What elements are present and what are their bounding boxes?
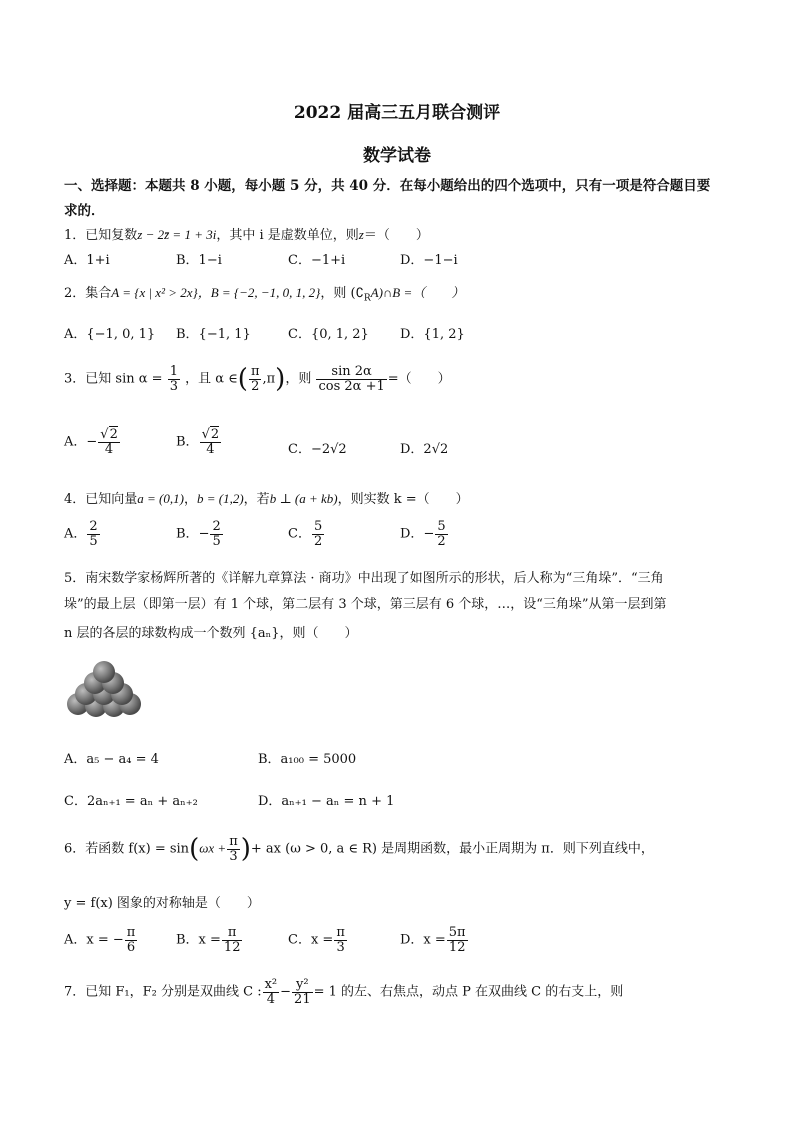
q1-expr: z − 2z̄ = 1 + 3i [137, 227, 217, 242]
q4-vector-a: a = (0,1) [137, 491, 184, 506]
q3-end: =（ ） [387, 371, 451, 387]
page-title: 2022 届高三五月联合测评 [293, 103, 501, 123]
q5-option-b: B．a₁₀₀ = 5000 [258, 752, 357, 767]
q3-option-a: A．− $\frac{√2}{4}$ [64, 427, 118, 457]
q3-option-d: D．2√2 [400, 442, 449, 457]
q2-end: A)∩B =（ ） [370, 285, 465, 300]
q2-tail: ，则 (∁ [320, 286, 364, 301]
question-3: 3．已知 sin α = $\frac{1}{3}$ ，且 α ∈( $\frac{\pi}{2}$ ,π)，则 $\frac{\sin 2\alpha}{\cos 2\alpha +1}$ =（ ） [64, 363, 451, 394]
q2-set-a: A = {x | x² > 2x} [111, 285, 198, 300]
q5-line-2: 垛”的最上层（即第一层）有 1 个球，第二层有 3 个球，第三层有 6 个球，…，设“三角垛”从第一层到第 [64, 597, 667, 612]
question-6: 6．若函数 f(x) = sin(ωx + $\frac{\pi}{3}$ )+ ax (ω > 0, a ∈ R) 是周期函数，最小正周期为 π．则下列直线中， [64, 833, 654, 864]
q5-option-a: A．a₅ − a₄ = 4 [64, 752, 159, 767]
q5-option-c: C．2aₙ₊₁ = aₙ + aₙ₊₂ [64, 794, 198, 809]
q1-mid: ，其中 i 是虚数单位，则 [216, 228, 359, 243]
question-2 [64, 282, 464, 304]
section-heading-line1: 一、选择题：本题共 8 小题，每小题 5 分，共 40 分．在每小题给出的四个选项中，只有一项是符合题目要 [64, 178, 711, 194]
q4-option-d: D．− $\frac{5}{2}$ [400, 519, 446, 549]
q3-option-c: C．−2√2 [288, 442, 347, 457]
q2-option-c: C．{0, 1, 2} [288, 327, 369, 342]
q2-set-b: ，B = {−2, −1, 0, 1, 2} [197, 285, 321, 300]
question-7: 7．已知 F₁，F₂ 分别是双曲线 C : $\frac{\text{x²}}{4}$ − $\frac{\text{y²}}{21}$ = 1 的左、右焦点，动点 P 在双曲线 C 的右支上，则 [64, 977, 624, 1007]
q6-option-d: D．x = $\frac{5\pi}{12}$ [400, 925, 466, 955]
q3-prefix: 3．已知 sin α = [64, 371, 163, 387]
q1-end: ＝（ ） [363, 228, 429, 243]
question-1 [64, 224, 429, 243]
q4-option-a: A． $\frac{2}{5}$ [64, 519, 98, 549]
q6-line-2: y = f(x) 图象的对称轴是（ ） [64, 896, 260, 911]
section-heading-line2: 求的． [64, 203, 105, 219]
q5-line-1: 5．南宋数学家杨辉所著的《详解九章算法 · 商功》中出现了如图所示的形状，后人称为“三角垛”．“三角 [64, 571, 664, 586]
q6-option-c: C．x = $\frac{\pi}{3}$ [288, 925, 345, 955]
q1-option-c: C．−1+i [288, 253, 346, 268]
q2-option-d: D．{1, 2} [400, 327, 465, 342]
q2-option-b: B．{−1, 1} [176, 327, 251, 342]
q1-prefix: 1．已知复数 [64, 228, 138, 243]
q4-option-c: C． $\frac{5}{2}$ [288, 519, 323, 549]
q6-option-b: B．x = $\frac{\pi}{12}$ [176, 925, 241, 955]
q4-vector-b: b = (1,2) [196, 491, 244, 506]
q3-pi-half: $\frac{\pi}{2}$ [250, 363, 260, 394]
q5-line-3: n 层的各层的球数构成一个数列 {aₙ}，则（ ） [64, 626, 358, 641]
q1-option-d: D．−1−i [400, 253, 458, 268]
q1-var: z [358, 227, 364, 242]
q1-option-a: A．1+i [64, 253, 110, 268]
q5-option-d: D．aₙ₊₁ − aₙ = n + 1 [258, 794, 395, 809]
page-subtitle: 数学试卷 [363, 146, 431, 166]
q2-prefix: 2．集合 [64, 286, 112, 301]
q3-ratio: $\frac{\sin 2\alpha}{\cos 2\alpha +1}$ [318, 363, 385, 394]
q3-fraction: $\frac{1}{3}$ [169, 363, 178, 394]
ball-pile-figure [64, 660, 144, 722]
q4-option-b: B．− $\frac{2}{5}$ [176, 519, 221, 549]
q4-perp: b ⊥ (a + kb) [269, 491, 338, 506]
q2-option-a: A．{−1, 0, 1} [64, 327, 156, 342]
q3-option-b: B． $\frac{√2}{4}$ [176, 427, 220, 457]
q3-cond: ，且 α ∈ [185, 371, 238, 387]
q1-option-b: B．1−i [176, 253, 222, 268]
q3-then: ，则 [285, 371, 312, 387]
question-4: 4．已知向量a = (0,1)，b = (1,2)，若b ⊥ (a + kb)，则实数 k =（ ） [64, 491, 469, 507]
q6-option-a: A．x = − $\frac{\pi}{6}$ [64, 925, 136, 955]
q2-sub: R [363, 293, 371, 304]
